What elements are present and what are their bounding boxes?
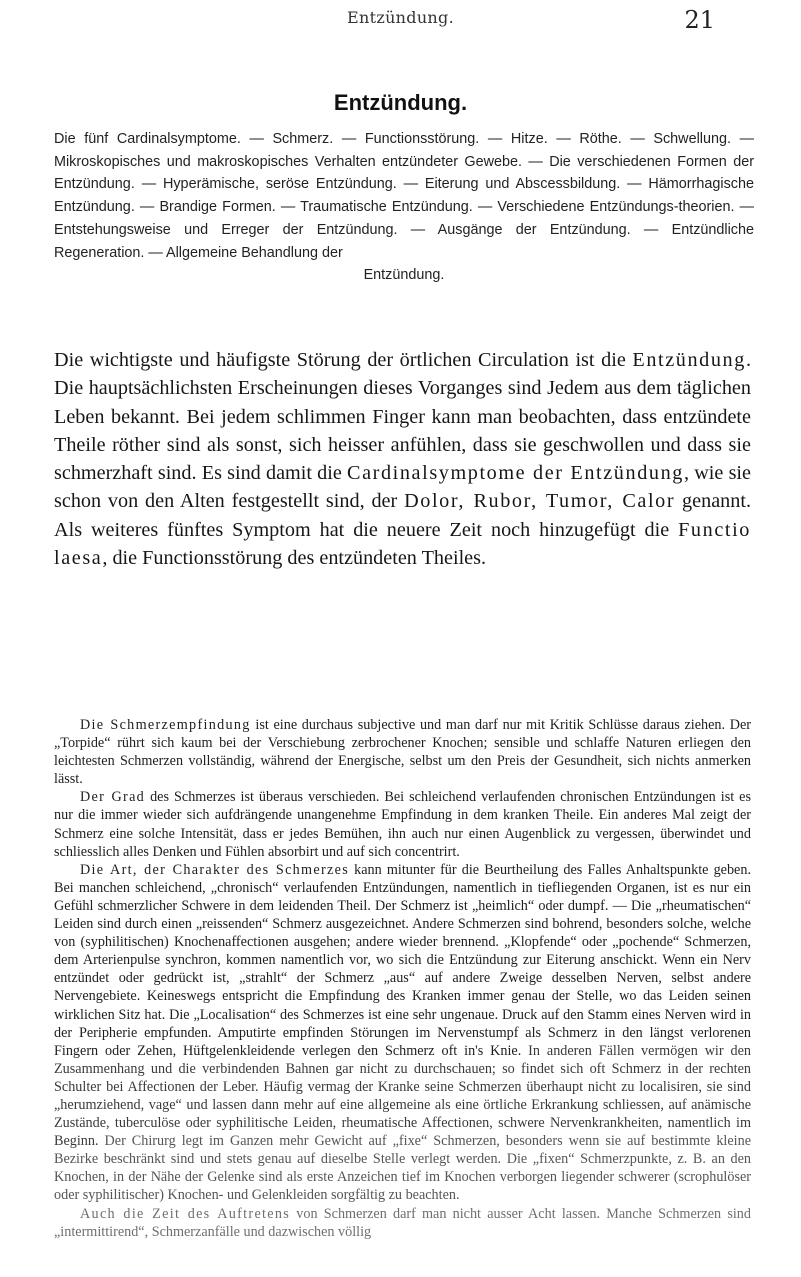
paragraph-grad <box>54 788 751 860</box>
paragraph-text: kann mitunter für die Beurtheilung des Falles Anhaltspunkte geben. Bei manchen schleichend, „chronisch“ verlaufenden Entzündungen, namentlich in tiefliegenden Organen, ist es nur ein Gefühl schmerzlicher Schwere in dem leidenden Theil. Der Schmerz ist „heimlich“ oder dumpf. — Die „rheumatischen“ Leiden sind durch einen „reissenden“ Schmerz ausgezeichnet. Andere Schmerzen sind bohrend, besonders solche, welche von (syphilitischen) Knochenaffectionen ausgehen; andere wieder brennend. „Klopfende“ oder „pochende“ Schmerzen, dem Arterienpulse synchron, kommen namentlich vor, wo sich die Entzündung zur Eiterung anschickt. Wenn ein Nerv entzündet oder gedrückt ist, „strahlt“ der Schmerz „aus“ auf andere Zweige desselben Nerven, selbst andere Nervengebiete. Keineswegs entspricht die Empfindung des Kranken immer genau der Stelle, wo das Leiden seinen wirklichen Sitz hat. Die „Localisation“ des Schmerzes ist eine sehr ungenaue. Druck auf den Stamm eines Nerven wird in der Peripherie empfunden. Amputirte empfinden Störungen im Nervenstumpf als Schmerz in den längst verlorenen Fingern oder Zehen, Hüftgelenkleidende verlegen den Schmerz oft in's Knie. <box>54 861 751 1059</box>
paragraph-zeit <box>54 1205 751 1241</box>
lead-text-4: genannt. Als weiteres fünftes Symptom hat die neuere Zeit noch hinzugefügt die <box>54 490 751 541</box>
lead-text-3: , wie sie schon von den Alten festgestellt sind, der <box>54 462 752 513</box>
lead-term-cardinalsymptome: Cardinalsymptome der Entzündung <box>347 462 684 485</box>
running-head-title: Entzündung. <box>347 8 454 27</box>
paragraph-text-cont: In anderen Fällen vermögen wir den Zusammenhang und die verbindenden Bahnen gar nicht zu durchschauen; so findet sich oft Schmerz in der rechten Schulter bei Affectionen der Leber. Häufig vermag der Kranke seine Schmerzen überhaupt nicht zu localisiren, sie sind „herumziehend, vage“ und lassen dann mehr auf eine allgemeine als eine örtliche Erkrankung schliessen, auf anämische Zustände, tuberculöse oder syphilitische Leiden, rheumatische Affectionen, schwere Nervenkrankheiten, namentlich im Beginn. <box>54 1042 751 1150</box>
page-number: 21 <box>684 6 715 34</box>
lead-term-entzuendung: Entzündung <box>632 349 746 371</box>
paragraph-charakter <box>54 861 751 1205</box>
lead-paragraph <box>54 346 751 572</box>
term-charakter: Die Art, der Charakter des Schmerzes <box>80 861 350 878</box>
paragraph-text: des Schmerzes ist überaus verschieden. Bei schleichend verlaufenden chronischen Entzündungen ist es nur die immer wieder sich aufdrängende unangenehme Empfindung in dem kranken Theile. Ein anderes Mal zeigt der Schmerz eine solche Intensität, dass er jedes Bemühen, ihn auch nur einen Augenblick zu vergessen, überwindet und schliesslich alles Denken und Fühlen absorbirt und auf sich concentrirt. <box>54 789 751 860</box>
lead-term-functio-laesa: Functio laesa <box>54 518 751 570</box>
term-zeit-des-auftretens: Auch die Zeit des Auftretens <box>80 1205 291 1222</box>
paragraph-text: von Schmerzen darf man nicht ausser Acht lassen. Manche Schmerzen sind „intermittirend“, Schmerzanfälle und dazwischen völlig <box>54 1205 751 1240</box>
summary-last-line: Entzündung. <box>363 267 445 284</box>
term-grad: Der Grad <box>80 789 146 806</box>
summary-text: Die fünf Cardinalsymptome. — Schmerz. — Functionsstörung. — Hitze. — Röthe. — Schwellung. — Mikroskopisches und makroskopisches Verhalten entzündeter Gewebe. — Die verschiedenen Formen der Entzündung. — Hyperämische, seröse Entzündung. — Eiterung und Abscessbildung. — Hämorrhagische Entzündung. — Brandige Formen. — Traumatische Entzündung. — Verschiedene Entzündungs-theorien. — Entstehungsweise und Erreger der Entzündung. — Ausgänge der Entzündung. — Entzündliche Regeneration. — Allgemeine Behandlung der <box>54 131 754 261</box>
paragraph-schmerzempfindung <box>54 716 751 788</box>
lead-text-1: Die wichtigste und häufigste Störung der örtlichen Circulation ist die <box>54 349 633 371</box>
paragraph-text-cont: Der Chirurg legt im Ganzen mehr Gewicht auf „fixe“ Schmerzen, besonders wenn sie auf bestimmte kleine Bezirke beschränkt sind und stets genau auf dieselbe Stelle verlegt werden. Die „fixen“ Schmerzpunkte, z. B. an den Knochen, in der Nähe der Gelenke sind als erste Anzeichen tief im Knochen verborgen liegender schwerer (scrophulöser oder syphilitischer) Knochen- und Gelenkleiden sorgfältig zu beachten. <box>54 1133 751 1204</box>
term-schmerzempfindung: Die Schmerzempfindung <box>80 717 251 733</box>
chapter-summary <box>54 128 754 287</box>
chapter-title: Entzündung. <box>333 90 468 115</box>
paragraph-text: ist eine durchaus subjective und man darf nur mit Kritik Schlüsse daraus ziehen. Der „Torpide“ rührt sich kaum bei der Verschiebung zerbrochener Knochen; sensible und schlaffe Naturen erliegen den leichtesten Schmerzen vollständig, während der Energische, selbst um den Preis der Gesundheit, sich nichts anmerken lässt. <box>54 717 751 788</box>
body-text <box>54 716 751 1241</box>
lead-text-2: . Die hauptsächlichsten Erscheinungen dieses Vorganges sind Jedem aus dem täglichen Leben bekannt. Bei jedem schlimmen Finger kann man beobachten, dass entzündete Theile röther sind als sonst, sich heisser anfühlen, dass sie geschwollen und dass sie schmerzhaft sind. Es sind damit die <box>54 349 751 485</box>
running-head <box>0 6 801 38</box>
lead-term-latin-symptoms: Dolor, Rubor, Tumor, Calor <box>404 490 676 513</box>
lead-text-5: , die Functionsstörung des entzündeten Theiles. <box>102 547 487 570</box>
